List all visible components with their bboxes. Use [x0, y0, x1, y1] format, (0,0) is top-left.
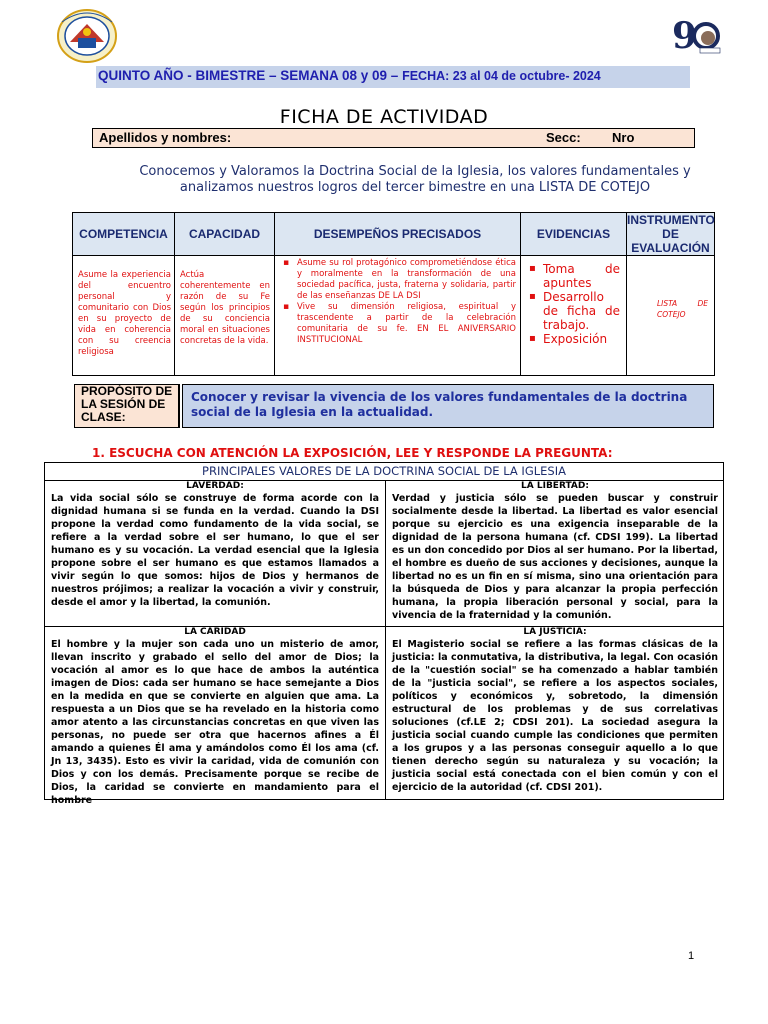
page-title: FICHA DE ACTIVIDAD	[279, 106, 489, 128]
value-cell-justicia	[386, 627, 724, 799]
values-table	[44, 462, 724, 806]
section-label: Secc:	[546, 130, 581, 145]
capacidad-cell: Actúa coherentemente en razón de su Fe según los principios de su conciencia moral en situaciones concretas de la vida.	[175, 256, 275, 376]
header-course-line	[98, 68, 601, 83]
purpose-text: Conocer y revisar la vivencia de los valores fundamentales de la doctrina social de la Iglesia en la actualidad.	[182, 384, 714, 428]
evidencias-cell	[521, 256, 627, 376]
intro-text: Conocemos y Valoramos la Doctrina Social de la Iglesia, los valores fundamentales y analizamos nuestros logros del tercer bimestre en una LISTA DE COTEJO	[139, 164, 691, 195]
competencia-cell: Asume la experiencia del encuentro personal y comunitario con Dios en su proyecto de vida en coherencia con su creencia religiosa	[73, 256, 175, 376]
competence-table	[72, 212, 715, 376]
header-evidencias: EVIDENCIAS	[521, 213, 627, 256]
value-text: El hombre y la mujer son cada uno un misterio de amor, llevan inscrito y grabado el sello del amor de Dios; la vocación al amor es lo que hace de ambos la auténtica imagen de Dios: cada ser humano se hace semejante a Dios en la medida en que se convierte en alguien que ama. La respuesta a un Dios que se ha revelado en la historia como amor atento a las circunstancias concretas en que viven las personas, no puede ser otra que hacernos afines a Él amando a quienes Él ama y amándolos como Él los ama (cf. Jn 13, 3435). Esto es vivir la caridad, vida de comunión con Dios y con los demás. Precisamente porque se recibe de Dios, la caridad se convierte en mandamiento para el hombre	[51, 639, 379, 806]
header-competencia: COMPETENCIA	[73, 213, 175, 256]
evidencia-item: ▪ Exposición	[543, 332, 620, 346]
value-text: Verdad y justicia sólo se pueden buscar y construir socialmente desde la libertad. La libertad es valor esencial porque su ejercicio es una exigencia inseparable de la dignidad de la persona humana (cf. CDSI 199). La libertad es un don concedido por Dios al ser humano. Por la libertad, el hombre es dueño de sus acciones y decisiones, aunque la libertad no es un fin en sí misma, sino una orientación para la búsqueda de Dios y para alcanzar la propia perfección humana, la propia liberación personal y social, para la vivencia de la fraternidad y la comunión.	[392, 493, 718, 621]
value-cell-verdad	[45, 481, 385, 626]
table-header-row	[73, 213, 715, 256]
value-heading: LA LIBERTAD:	[521, 481, 589, 491]
svg-text:9: 9	[672, 15, 698, 56]
value-heading: LAVERDAD:	[186, 481, 244, 491]
value-text: La vida social sólo se construye de forma acorde con la dignidad humana si se funda en la verdad. Cuando la DSI propone la verdad como fundamento de la vida social, se refiere a la verdad sobre el ser humano, lo que el ser humano es y su vocación. La verdad esencial que la Iglesia propone sobre el ser humano es que estamos llamados a vivir según lo que somos: hijos de Dios y hermanos de nuestros prójimos; a realizar la vocación a vivir y construir, desde el amor y la libertad, la comunión.	[51, 493, 379, 608]
number-label: Nro	[612, 130, 635, 145]
header-instrumento: INSTRUMENTO DE EVALUACIÓN	[627, 213, 715, 255]
course-week-text: QUINTO AÑO - BIMESTRE – SEMANA 08 y 09 –	[98, 68, 403, 83]
desempeno-item: ▪ Vive su dimensión religiosa, espiritual y trascendente a partir de la celebración comunitaria de su fe. EN EL ANIVERSARIO INSTITUCIONAL	[297, 302, 516, 346]
instrumento-cell: LISTA DE COTEJO	[627, 256, 715, 376]
value-heading: LA JUSTICIA:	[523, 627, 587, 637]
anniversary-90-logo-icon	[670, 14, 726, 56]
header-capacidad: CAPACIDAD	[175, 213, 275, 256]
value-cell-caridad	[45, 627, 385, 806]
table-row	[73, 256, 715, 376]
purpose-label: PROPÓSITO DE LA SESIÓN DE CLASE:	[74, 384, 180, 428]
desempeno-item: ▪ Asume su rol protagónico comprometiéndose ética y moralmente en la transformación de una sociedad pacífica, justa, fraterna y solidaria, partir de las enseñanzas DE LA DSI	[297, 258, 516, 302]
value-cell-libertad	[386, 481, 724, 626]
evidencia-item: ▪ Desarrollo de ficha de trabajo.	[543, 290, 620, 332]
desempenos-cell	[275, 256, 521, 376]
header-desempenos: DESEMPEÑOS PRECISADOS	[275, 213, 521, 256]
values-table-title: PRINCIPALES VALORES DE LA DOCTRINA SOCIAL DE LA IGLESIA	[45, 463, 723, 481]
value-heading: LA CARIDAD	[184, 627, 246, 637]
value-text: El Magisterio social se refiere a las formas clásicas de la justicia: la conmutativa, la distributiva, la legal. Con ocasión de la "cuestión social" se ha comenzado a hablar también de la "justicia social", se refiere a los aspectos sociales, políticos y económicos y, sobretodo, la dimensión estructural de los problemas y de sus correlativas soluciones (cf.LE 2; CDSI 201). La sociedad asegura la justicia social cuando cumple las condiciones que permiten a los grupos y a las personas conseguir aquello a lo que tienen derecho según su naturaleza y su vocación; la justicia social está conectada con el bien común y con el ejercicio de la autoridad (cf. CDSI 201).	[392, 639, 718, 793]
student-info-box	[92, 128, 695, 148]
name-label: Apellidos y nombres:	[99, 130, 232, 145]
date-text: FECHA: 23 al 04 de octubre- 2024	[402, 69, 601, 83]
page-number: 1	[688, 950, 695, 962]
evidencia-item: ▪ Toma de apuntes	[543, 262, 620, 290]
section-1-title: 1. ESCUCHA CON ATENCIÓN LA EXPOSICIÓN, LEE Y RESPONDE LA PREGUNTA:	[92, 446, 613, 460]
school-logo-icon	[56, 8, 118, 64]
